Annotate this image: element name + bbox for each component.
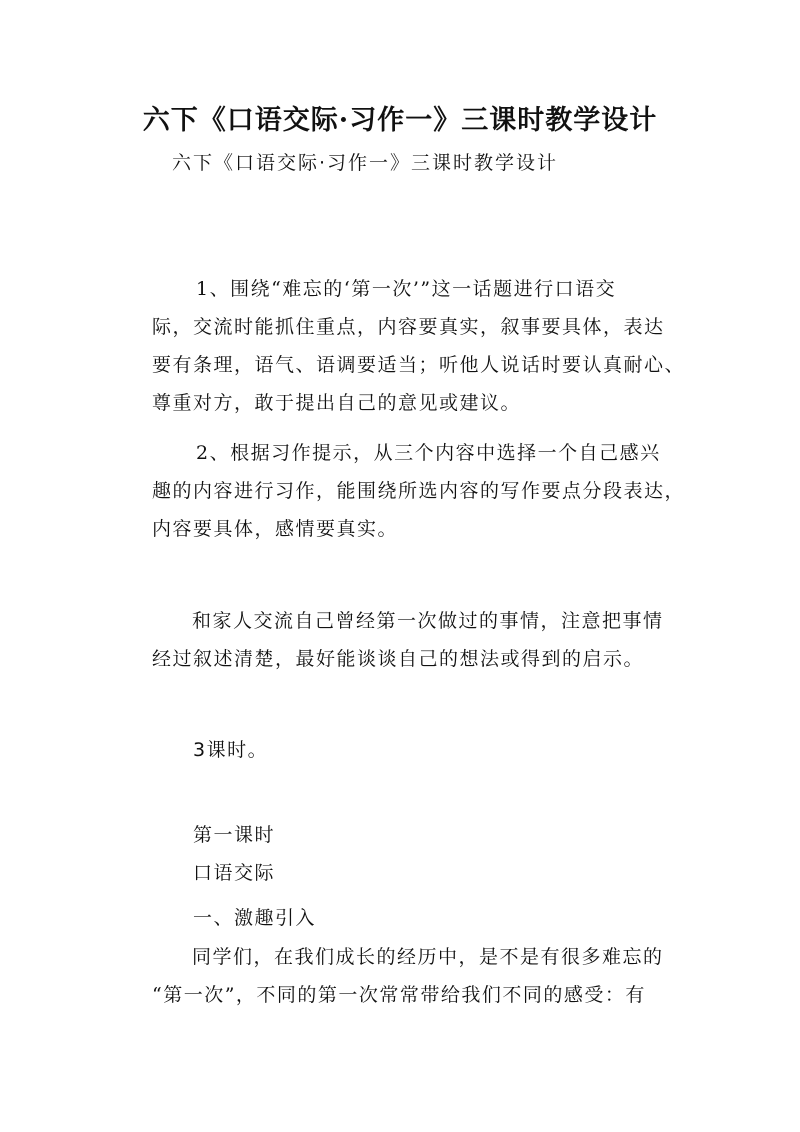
paragraph-line: 际，交流时能抓住重点，内容要真实，叙事要具体，表达 [152,316,665,338]
paragraph-line: 趣的内容进行习作，能围绕所选内容的写作要点分段表达， [152,480,686,502]
step-heading: 一、激趣引入 [193,907,317,929]
paragraph-line: “第一次”，不同的第一次常常带给我们不同的感受：有 [152,984,646,1006]
paragraph-line: 2、根据习作提示，从三个内容中选择一个自己感兴 [196,442,661,464]
duration-text: 3课时。 [193,739,269,761]
paragraph-line: 1、围绕“难忘的‘第一次’”这一话题进行口语交 [196,278,617,300]
paragraph-line: 和家人交流自己曾经第一次做过的事情，注意把事情 [192,610,664,632]
goal-paragraph-1 [152,270,692,422]
document-title: 六下《口语交际·习作一》三课时教学设计 [142,105,658,136]
intro-paragraph [152,938,692,1014]
paragraph-line: 要有条理，语气、语调要适当；听他人说话时要认真耐心、 [152,354,686,376]
document-subtitle: 六下《口语交际·习作一》三课时教学设计 [172,152,559,174]
paragraph-line: 经过叙述清楚，最好能谈谈自己的想法或得到的启示。 [152,648,645,670]
paragraph-line: 内容要具体，感情要真实。 [152,518,399,540]
paragraph-line: 尊重对方，敢于提出自己的意见或建议。 [152,392,522,414]
paragraph-line: 同学们，在我们成长的经历中，是不是有很多难忘的 [192,946,664,968]
preparation-paragraph [152,602,692,678]
goal-paragraph-2 [152,434,692,548]
section-heading: 口语交际 [193,862,276,884]
lesson-heading: 第一课时 [193,824,276,846]
